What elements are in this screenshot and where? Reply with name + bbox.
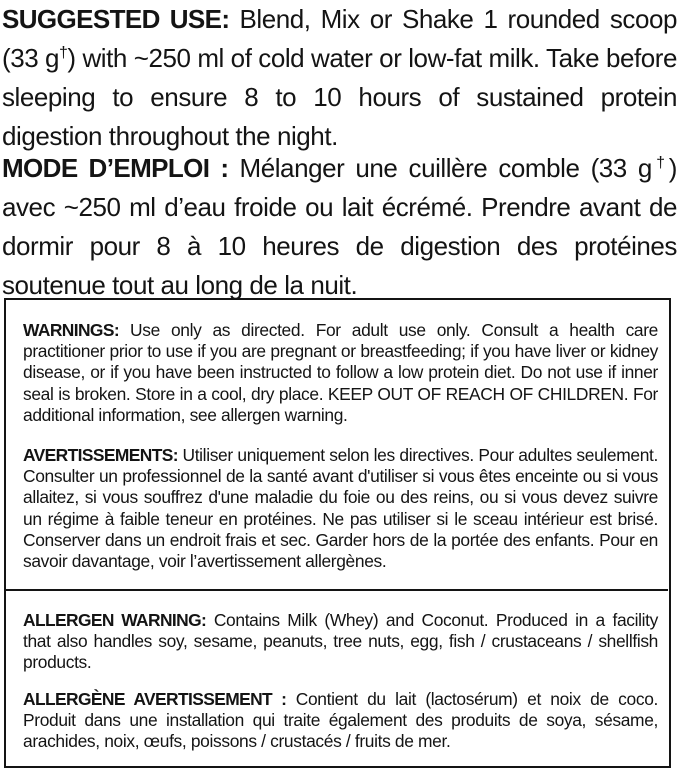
warnings-heading-fr: AVERTISSEMENTS:: [23, 445, 178, 465]
warnings-box: [4, 298, 671, 768]
suggested-use-en: [2, 0, 677, 156]
warnings-text-en: Use only as directed. For adult use only. Consult a health care practitioner prior to use if you are pregnant or breastfeeding; if you have liver or kidney disease, or if you have been instructed to follow a low protein diet. Do not use if inner seal is broken. Store in a cool, dry place. KEEP OUT OF REACH OF CHILDREN. For additional information, see allergen warning.: [23, 320, 658, 425]
suggested-use-text-fr-part1: Mélanger une cuillère comble (33 g: [228, 153, 652, 183]
warnings-en: [23, 320, 658, 426]
allergen-text-fr: Contient du lait (lactosérum) et noix de coco. Produit dans une installation qui traite également des produits de soya, sésame, arachides, noix, œufs, poissons / crustacés / fruits de mer.: [23, 689, 658, 752]
allergen-text-en: Contains Milk (Whey) and Coconut. Produced in a facility that also handles soy, sesame, peanuts, tree nuts, egg, fish / crustaceans / shellfish products.: [23, 610, 658, 673]
suggested-use-text-en-part2: ) with ~250 ml of cold water or low-fat milk. Take before sleeping to ensure 8 to 10 hours of sustained protein digestion throughout the night.: [2, 43, 677, 151]
warnings-divider: [6, 589, 668, 591]
suggested-use-text-fr-part2: ) avec ~250 ml d’eau froide ou lait écrémé. Prendre avant de dormir pour 8 à 10 heures de digestion des protéines soutenue tout au long de la nuit.: [2, 153, 677, 300]
allergen-warning-fr: [23, 689, 658, 753]
allergen-heading-fr: ALLERGÈNE AVERTISSEMENT :: [23, 689, 287, 709]
dagger-footnote-mark-fr: †: [651, 154, 669, 172]
warnings-text-fr: Utiliser uniquement selon les directives. Pour adultes seulement. Consulter un professionnel de la santé avant d'utiliser si vous êtes enceinte ou si vous allaitez, si vous souffrez d'une maladie du foie ou des reins, ou si vous devez suivre un régime à faible teneur en protéines. Ne pas utiliser si le sceau intérieur est brisé. Conserver dans un endroit frais et sec. Garder hors de la portée des enfants. Pour en savoir davantage, voir l’avertissement allergènes.: [23, 445, 658, 572]
dagger-footnote-mark-en: †: [59, 44, 68, 62]
suggested-use-heading-en: SUGGESTED USE:: [2, 4, 230, 34]
warnings-heading-en: WARNINGS:: [23, 320, 120, 340]
allergen-warning-en: [23, 610, 658, 674]
allergen-heading-en: ALLERGEN WARNING:: [23, 610, 207, 630]
warnings-fr: [23, 445, 658, 572]
suggested-use-text-en-part1: Blend, Mix or Shake 1 rounded scoop (33 g: [2, 4, 677, 73]
suggested-use-heading-fr: MODE D’EMPLOI :: [2, 153, 229, 183]
suggested-use-fr: [2, 149, 677, 305]
